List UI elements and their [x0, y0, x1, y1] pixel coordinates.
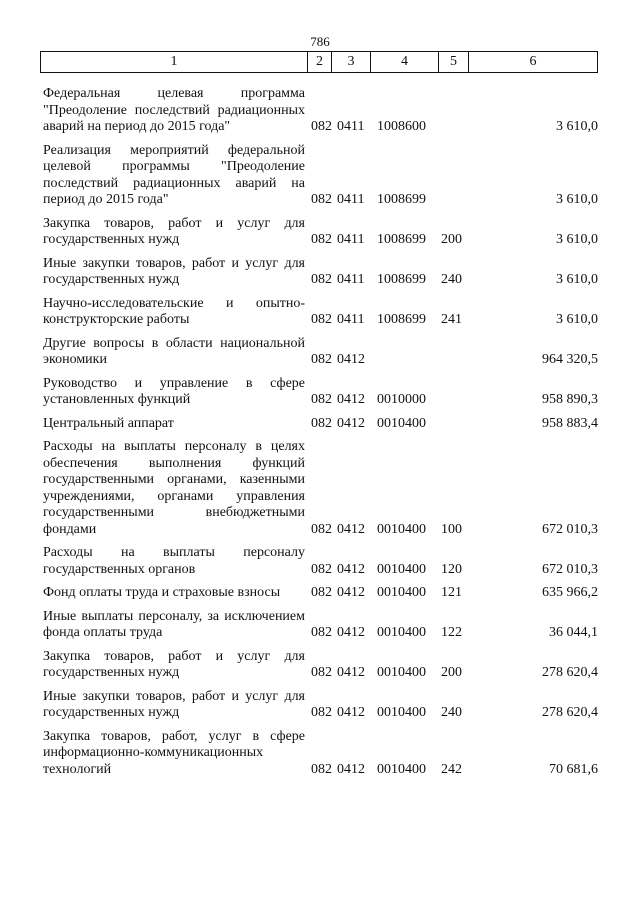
row-name: Реализация мероприятий федеральной целевой программы "Преодоление последствий радиационных аварий на период до 2015 года": [43, 142, 305, 207]
row-target: 0010400: [377, 625, 426, 640]
row-name: Закупка товаров, работ, услуг в сфере информационно-коммуникационных технологий: [43, 728, 305, 777]
row-name: Расходы на выплаты персоналу в целях обеспечения выполнения функций государственными органами, казенными учреждениями, органами управления государственными внебюджетными фондами: [43, 439, 305, 537]
row-sum: 36 044,1: [549, 625, 598, 640]
row-name: Научно-исследовательские и опытно-конструкторские работы: [43, 295, 305, 327]
table-row: [43, 649, 598, 682]
row-section: 0412: [337, 561, 365, 577]
row-vr: 241: [441, 312, 462, 327]
row-sum: 3 610,0: [556, 312, 598, 327]
row-name: Иные выплаты персоналу, за исключением фонда оплаты труда: [43, 608, 305, 640]
row-vr: 120: [441, 561, 462, 577]
row-vr: 240: [441, 272, 462, 287]
table-row: [43, 216, 598, 249]
header-col-6: 6: [468, 52, 597, 72]
row-vr: 121: [441, 585, 462, 600]
row-vr: 100: [441, 521, 462, 537]
row-sum: 70 681,6: [549, 761, 598, 777]
row-sum: 958 883,4: [542, 415, 598, 431]
row-section: 0412: [337, 625, 365, 640]
row-target: 0010400: [377, 585, 426, 600]
table-row: [43, 256, 598, 289]
table-row: [43, 143, 598, 209]
row-sum: 3 610,0: [556, 232, 598, 247]
row-name: Фонд оплаты труда и страховые взносы: [43, 585, 281, 600]
row-gr: 082: [311, 392, 332, 407]
row-gr: 082: [311, 415, 332, 431]
row-name: Закупка товаров, работ и услуг для государственных нужд: [43, 648, 305, 680]
row-gr: 082: [311, 192, 332, 207]
page-number: 786: [310, 34, 330, 49]
row-gr: 082: [311, 119, 332, 134]
row-sum: 672 010,3: [542, 521, 598, 537]
row-gr: 082: [311, 705, 332, 720]
row-target: 0010400: [377, 561, 426, 577]
row-section: 0412: [337, 352, 365, 367]
table-row: [43, 439, 598, 538]
row-sum: 278 620,4: [542, 665, 598, 680]
row-gr: 082: [311, 585, 332, 600]
row-gr: 082: [311, 272, 332, 287]
row-sum: 958 890,3: [542, 392, 598, 407]
table-row: [43, 336, 598, 369]
row-section: 0411: [337, 119, 365, 134]
header-col-5: 5: [438, 52, 468, 72]
row-target: 0010400: [377, 521, 426, 537]
row-section: 0411: [337, 272, 365, 287]
row-vr: 200: [441, 232, 462, 247]
row-name: Руководство и управление в сфере установленных функций: [43, 375, 305, 407]
row-target: 1008600: [377, 119, 426, 134]
row-target: 0010400: [377, 705, 426, 720]
table-row: [43, 296, 598, 329]
row-gr: 082: [311, 312, 332, 327]
table-header: [40, 51, 598, 73]
table-row: [43, 689, 598, 722]
row-gr: 082: [311, 232, 332, 247]
table-body: [43, 86, 598, 785]
row-vr: 240: [441, 705, 462, 720]
table-row: [43, 609, 598, 642]
row-target: 0010400: [377, 761, 426, 777]
row-target: 1008699: [377, 312, 426, 327]
row-name: Расходы на выплаты персоналу государственных органов: [43, 545, 305, 577]
header-col-4: 4: [370, 52, 438, 72]
row-name: Закупка товаров, работ и услуг для государственных нужд: [43, 215, 305, 247]
row-gr: 082: [311, 561, 332, 577]
row-name: Федеральная целевая программа "Преодоление последствий радиационных аварий на период до 2015 года": [43, 86, 305, 134]
row-section: 0412: [337, 415, 365, 431]
row-section: 0411: [337, 192, 365, 207]
row-sum: 3 610,0: [556, 119, 598, 134]
header-col-2: 2: [307, 52, 331, 72]
row-sum: 964 320,5: [542, 352, 598, 367]
row-section: 0411: [337, 232, 365, 247]
row-target: 0010400: [377, 665, 426, 680]
row-vr: 122: [441, 625, 462, 640]
row-section: 0412: [337, 665, 365, 680]
row-target: 1008699: [377, 272, 426, 287]
row-gr: 082: [311, 665, 332, 680]
table-row: [43, 585, 598, 602]
row-name: Другие вопросы в области национальной экономики: [43, 335, 305, 367]
row-section: 0411: [337, 312, 365, 327]
row-vr: 200: [441, 665, 462, 680]
row-target: 1008699: [377, 192, 426, 207]
row-sum: 672 010,3: [542, 561, 598, 577]
row-section: 0412: [337, 761, 365, 777]
row-vr: 242: [441, 761, 462, 777]
row-name: Иные закупки товаров, работ и услуг для государственных нужд: [43, 688, 305, 720]
row-section: 0412: [337, 705, 365, 720]
row-gr: 082: [311, 521, 332, 537]
row-section: 0412: [337, 585, 365, 600]
row-gr: 082: [311, 625, 332, 640]
table-row: [43, 376, 598, 409]
row-name: Центральный аппарат: [43, 415, 174, 431]
row-section: 0412: [337, 392, 365, 407]
row-sum: 635 966,2: [542, 585, 598, 600]
row-section: 0412: [337, 521, 365, 537]
table-row: [43, 545, 598, 578]
row-target: 0010400: [377, 415, 426, 431]
row-sum: 278 620,4: [542, 705, 598, 720]
header-col-3: 3: [331, 52, 370, 72]
row-target: 1008699: [377, 232, 426, 247]
row-sum: 3 610,0: [556, 192, 598, 207]
row-target: 0010000: [377, 392, 426, 407]
row-gr: 082: [311, 761, 332, 777]
header-col-1: 1: [170, 54, 178, 69]
table-row: [43, 86, 598, 136]
table-row: [43, 416, 598, 433]
row-name: Иные закупки товаров, работ и услуг для государственных нужд: [43, 255, 305, 287]
row-gr: 082: [311, 352, 332, 367]
table-row: [43, 729, 598, 779]
row-sum: 3 610,0: [556, 272, 598, 287]
